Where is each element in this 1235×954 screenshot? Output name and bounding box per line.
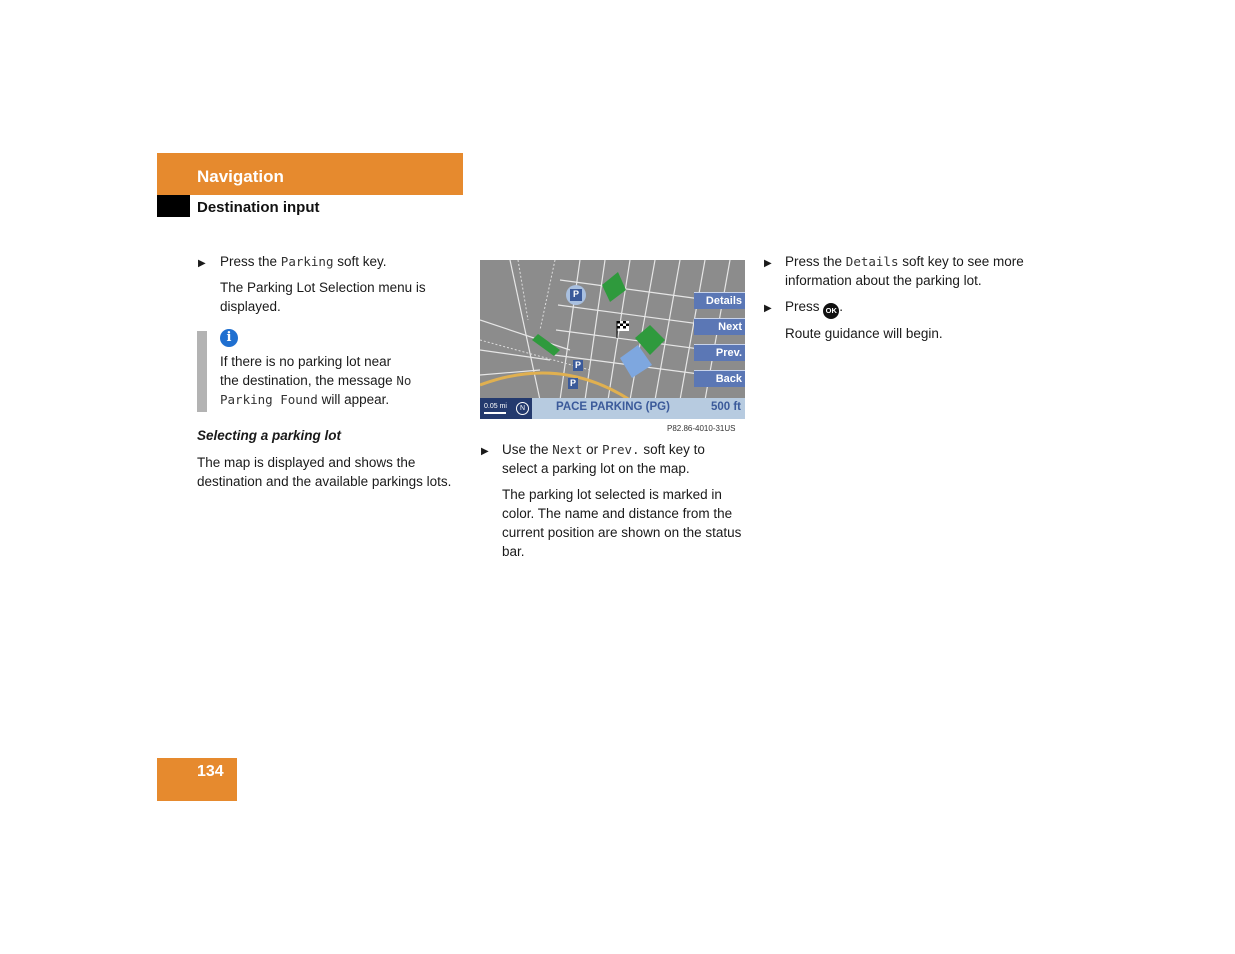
parking-symbol-icon: P (569, 378, 576, 388)
result-text: The parking lot selected is marked in color. The name and distance from the current position are shown on the status bar. (502, 487, 742, 559)
step-press-ok (785, 297, 985, 319)
parking-symbol-icon: P (572, 289, 579, 299)
paragraph: The map is displayed and shows the destination and the available parkings lots. (197, 455, 452, 489)
navigation-map (480, 260, 745, 419)
compass-icon: N (516, 402, 529, 415)
step-text: or (586, 442, 599, 457)
scale-bar (484, 412, 506, 414)
step-press-details (785, 252, 1035, 290)
subsection-marker (157, 195, 190, 217)
info-sidebar (197, 331, 207, 412)
subsection-title: Destination input (197, 199, 320, 216)
page-number: 134 (197, 763, 224, 780)
step-text: . (839, 299, 844, 314)
parking-symbol-icon: P (574, 360, 581, 370)
step-text: Use the (502, 442, 549, 457)
step-text: soft key to see more information about the parking lot. (785, 254, 1024, 288)
figure-caption: P82.86-4010-31US (667, 424, 736, 433)
bullet-arrow-icon: ▶ (198, 258, 206, 269)
bullet-arrow-icon: ▶ (764, 258, 772, 269)
destination-flag-icon (617, 321, 629, 338)
step-text: Press the (785, 254, 843, 269)
info-text: If there is no parking lot near (220, 354, 392, 369)
status-info (532, 398, 745, 419)
parking-lot-name: PACE PARKING (PG) (556, 401, 670, 413)
softkey-name-details: Details (845, 254, 899, 269)
status-bar (480, 398, 745, 419)
softkey-name-parking: Parking (280, 254, 334, 269)
section-title: Navigation (197, 167, 284, 186)
bullet-arrow-icon: ▶ (764, 303, 772, 314)
message-name: Parking Found (220, 392, 318, 407)
step-press-parking (220, 252, 460, 271)
info-text: will appear. (321, 392, 390, 407)
bullet-arrow-icon: ▶ (481, 446, 489, 457)
message-name: No (396, 373, 412, 388)
map-streets (480, 260, 745, 419)
parking-lot-distance: 500 ft (710, 401, 741, 413)
softkey-next[interactable]: Next (694, 318, 745, 335)
info-text: the destination, the message (220, 373, 393, 388)
step-text: Press (785, 299, 820, 314)
scale-panel (480, 398, 532, 419)
map-scale: 0.05 mi (484, 403, 507, 410)
softkey-name-next: Next (552, 442, 583, 457)
step-text: soft key to select a parking lot on the map. (502, 442, 705, 476)
softkey-name-prev: Prev. (601, 442, 640, 457)
step-text: Press the (220, 254, 278, 269)
step-select-parking (502, 440, 732, 478)
softkey-details[interactable]: Details (694, 292, 745, 309)
step-text: soft key. (337, 254, 387, 269)
softkey-prev[interactable]: Prev. (694, 344, 745, 361)
info-icon: i (220, 329, 238, 347)
softkey-back[interactable]: Back (694, 370, 745, 387)
result-text: Route guidance will begin. (785, 326, 943, 341)
ok-button-icon: OK (823, 303, 839, 319)
sub-heading: Selecting a parking lot (197, 428, 342, 443)
result-text: The Parking Lot Selection menu is displayed. (220, 280, 426, 314)
info-note (220, 352, 450, 409)
